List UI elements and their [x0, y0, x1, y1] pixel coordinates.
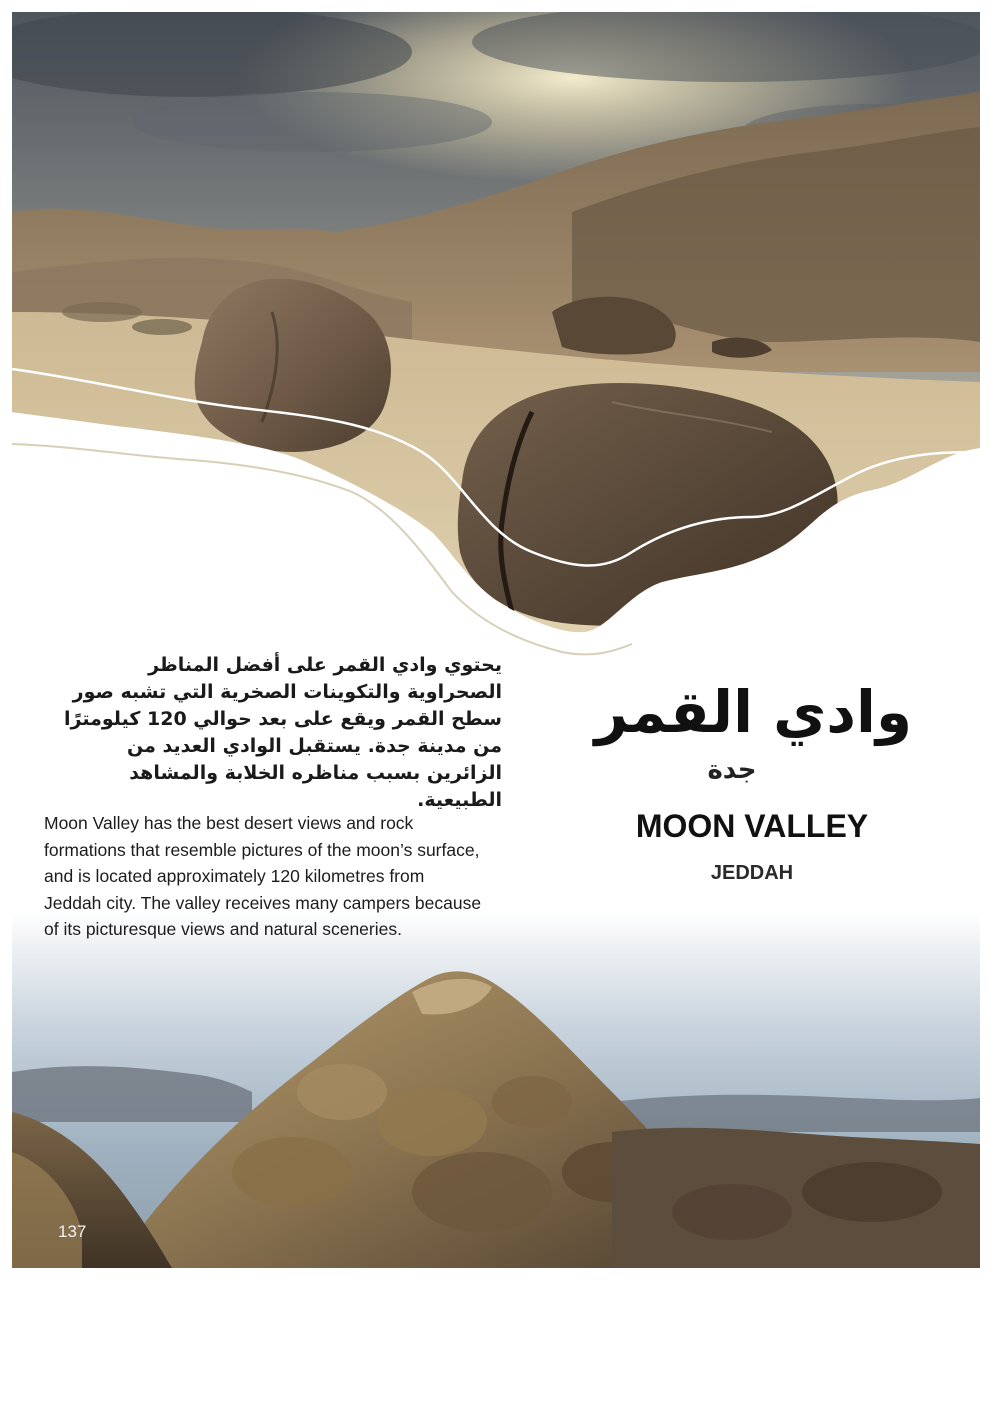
english-description: Moon Valley has the best desert views and rock formations that resemble pictures of the moon’s surface, and is located approximately 120 kilometres from Jeddah city. The valley receives many campers because of its picturesque views and natural sceneries. [44, 813, 482, 939]
desert-valley-photo [12, 12, 980, 672]
arabic-description: يحتوي وادي القمر على أفضل المناظر الصحراوية والتكوينات الصخرية التي تشبه صور سطح القمر ويقع على بعد حوالي 120 كيلومترًا من مدينة جدة. يستقبل الوادي العديد من الزائرين بسبب مناظره الخلابة والمشاهد الطبيعية. [64, 654, 502, 811]
page-number: 137 [58, 1222, 87, 1241]
arabic-subtitle: جدة [707, 755, 757, 785]
english-title: MOON VALLEY [635, 808, 869, 844]
arabic-title: وادي القمر [594, 678, 912, 746]
brochure-page [12, 12, 980, 1268]
english-subtitle: JEDDAH [710, 862, 794, 884]
